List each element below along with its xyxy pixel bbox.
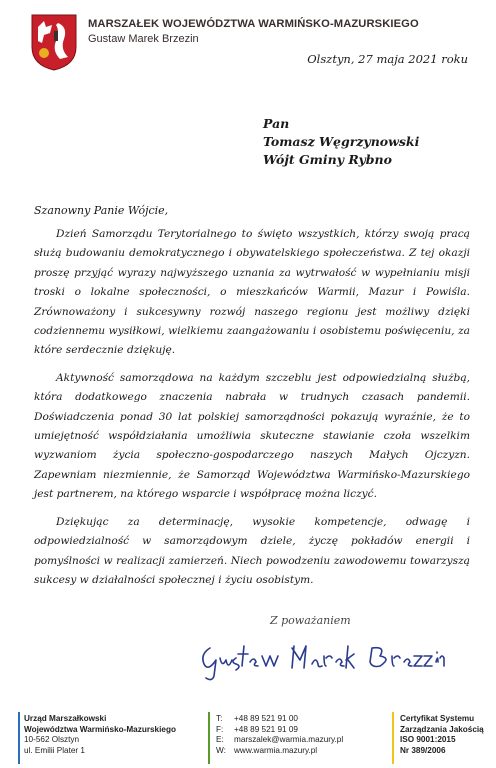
letter-body [34, 225, 470, 590]
cert-line-3: ISO 9001:2015 [400, 735, 456, 744]
salutation: Szanowny Panie Wójcie, [34, 204, 169, 217]
office-address [24, 714, 176, 756]
paragraph-3: Dziękując za determinację, wysokie kompetencje, odwagę i odpowiedzialność w samorządowym dziele, życzę pokładów energii i pomyślności w realizacji zamierzeń. Niech powodzeniu zawodowemu towarzyszą sukcesy w działalności społecznej i życiu osobistym. [34, 515, 470, 586]
recipient-line-3: Wójt Gminy Rybno [263, 152, 392, 167]
certificate-info [400, 714, 484, 756]
coat-of-arms-icon [30, 13, 78, 71]
paragraph-1: Dzień Samorządu Terytorialnego to święto wszystkich, którzy swoją pracą służą budowaniu demokratycznego i obywatelskiego społeczeństwa. Z tej okazji proszę przyjąć wyrazy najwyższego uznania za wytrwałość w wypełnianiu misji troski o lokalne społeczności, o mieszkańców Warmii, Mazur i Powiśla. Zrównoważony i sukcesywny rozwój naszego regionu jest możliwy dzięki codziennemu wysiłkowi, wielkiemu zaangażowaniu i osobistemu poświęceniu, za które serdecznie dziękuję. [34, 228, 470, 357]
contact-website[interactable]: W: www.warmia.mazury.pl [216, 745, 318, 755]
cert-line-4: Nr 389/2006 [400, 745, 446, 755]
cert-line-1: Certyfikat Systemu [400, 714, 475, 723]
paragraph-2: Aktywność samorządowa na każdym szczeblu jest odpowiedzialną służbą, która dodatkowego znaczenia nabrała w trudnych czasach pandemii. Doświadczenia ponad 30 lat polskiej samorządności pokazują wyraźnie, że to umiejętność współdziałania umożliwia skuteczne stawianie czoła wszelkim wyzwaniom życia społeczno-gospodarczego naszych Małych Ojczyzn. Zapewniam niezmiennie, że Samorząd Województwa Warmińsko-Mazurskiego jest partnerem, na którego wsparcie i współpracę można liczyć. [34, 371, 470, 501]
recipient-line-2: Tomasz Węgrzynowski [263, 134, 420, 149]
contact-list [216, 714, 343, 756]
footer-bar-green [208, 712, 210, 764]
closing: Z poważaniem [270, 614, 351, 627]
office-line-1: Urząd Marszałkowski [24, 714, 107, 723]
cert-line-2: Zarządzania Jakością [400, 724, 484, 734]
office-line-4: ul. Emilii Plater 1 [24, 745, 85, 755]
letterhead-name: Gustaw Marek Brzezin [88, 33, 199, 45]
footer-bar-yellow [392, 712, 394, 764]
footer [0, 710, 496, 768]
office-line-2: Województwa Warmińsko-Mazurskiego [24, 724, 176, 734]
office-line-3: 10-562 Olsztyn [24, 735, 80, 744]
recipient-line-1: Pan [263, 116, 290, 131]
footer-bar-blue [18, 712, 20, 764]
letterhead-title: MARSZAŁEK WOJEWÓDZTWA WARMIŃSKO-MAZURSKIEGO [88, 18, 419, 30]
handwritten-signature [196, 636, 446, 682]
contact-fax: F: +48 89 521 91 09 [216, 724, 298, 734]
contact-phone: T: +48 89 521 91 00 [216, 714, 298, 723]
letter-date: Olsztyn, 27 maja 2021 roku [307, 52, 468, 66]
contact-email[interactable]: E: marszalek@warmia.mazury.pl [216, 735, 344, 744]
